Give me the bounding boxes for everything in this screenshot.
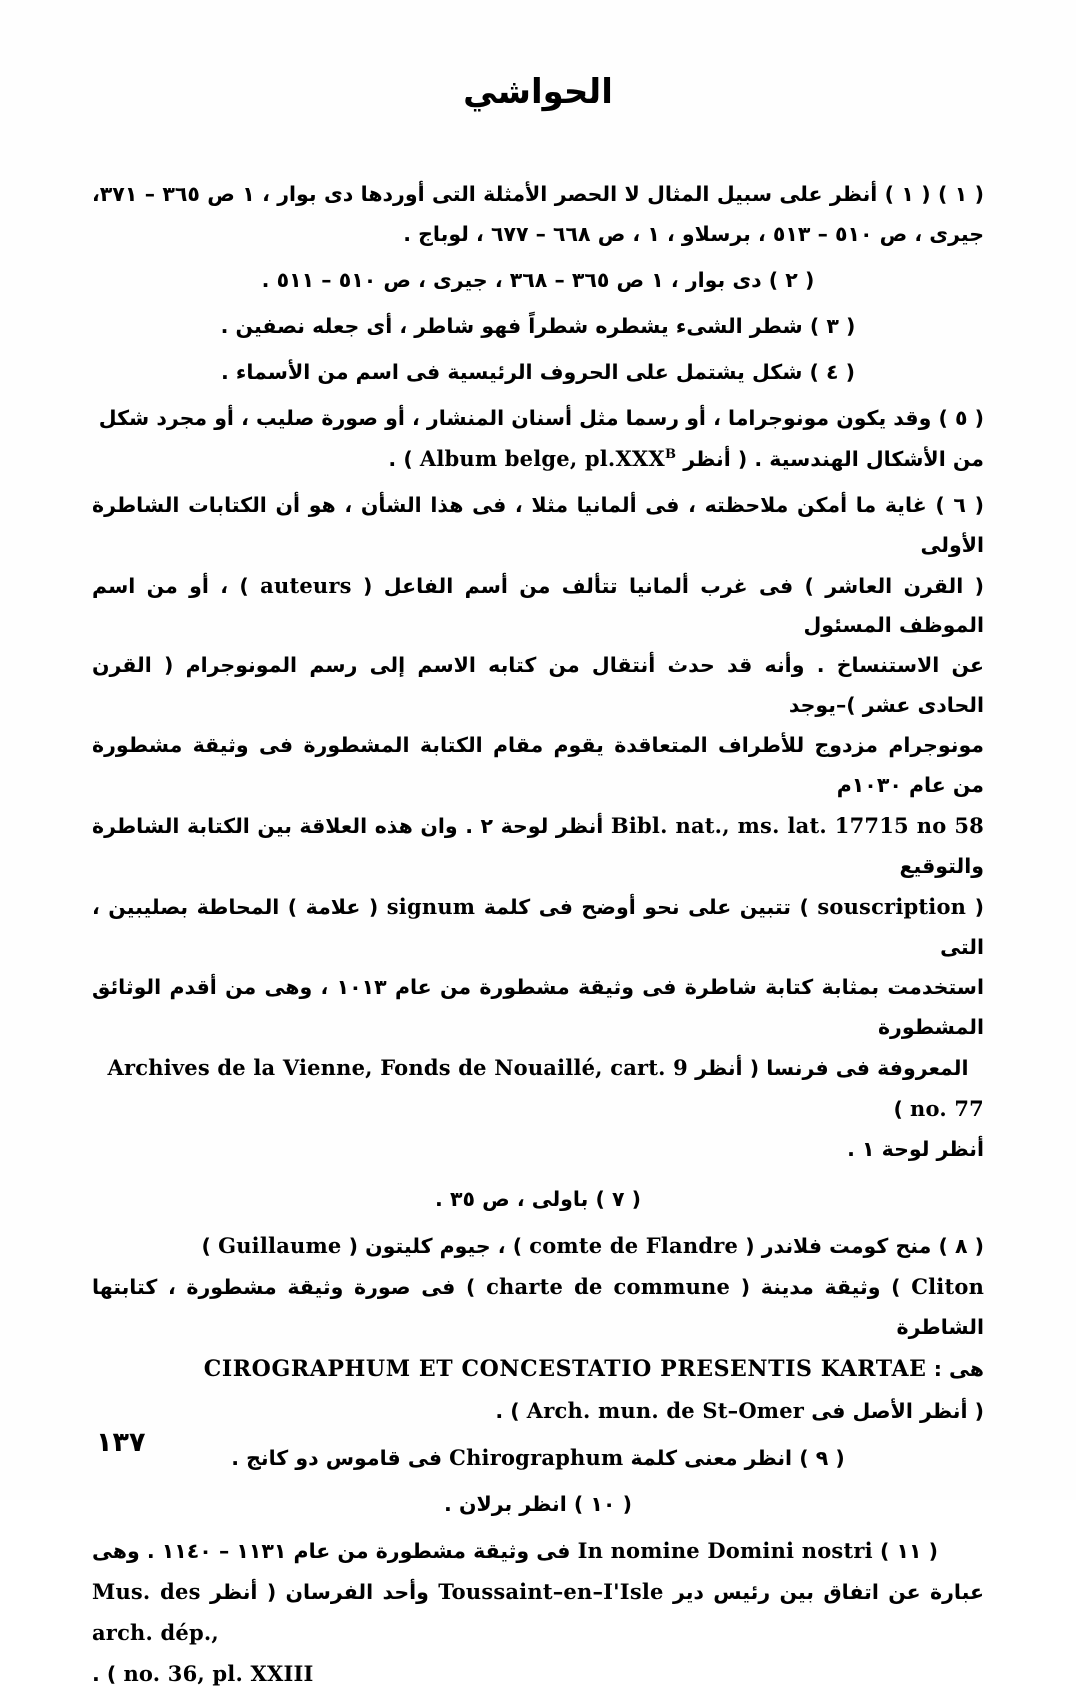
footnote-11-line-2 xyxy=(92,1572,984,1654)
footnote-item-3 xyxy=(92,307,984,347)
footnote-6-text-6a: ( xyxy=(974,895,985,920)
footnote-5-line-1 xyxy=(92,399,984,439)
footnote-marker-8: ( ٨ ) xyxy=(938,1234,984,1259)
footnote-text-3: ( ٣ ) شطر الشىء يشطره شطراً فهو شاطر ، أى جعله نصفين . xyxy=(220,313,856,338)
footnotes-list xyxy=(92,175,984,1695)
footnote-5-text-b: من الأشكال الهندسية . ( أنظر xyxy=(683,446,984,471)
footnote-item-6 xyxy=(92,486,984,1170)
footnote-8-line-1 xyxy=(92,1226,984,1267)
footnote-6-line-9: أنظر لوحة ١ . xyxy=(847,1137,984,1162)
footnote-5-citation-sup: B xyxy=(664,446,677,462)
footnote-marker-9: ( ٩ ) xyxy=(799,1445,845,1470)
footnote-11-citation-plate: no. 36, pl. XXIII xyxy=(123,1660,314,1686)
footnote-text-4: ( ٤ ) شكل يشتمل على الحروف الرئيسية فى اسم من الأسماء . xyxy=(220,359,856,384)
footnote-item-9 xyxy=(92,1438,984,1479)
footnote-8-term-comte-de-flandre: comte de Flandre xyxy=(529,1233,739,1259)
footnote-item-4 xyxy=(92,353,984,393)
footnote-item-10 xyxy=(92,1485,984,1525)
footnote-marker-11: ( ١١ ) xyxy=(879,1538,938,1563)
footnote-8-latin-formula: CIROGRAPHUM ET CONCESTATIO PRESENTIS KARTAE xyxy=(203,1355,927,1382)
footnote-8-text-4b: ) . xyxy=(495,1398,520,1423)
footnote-8-text-2b: ) فى صورة وثيقة مشطورة ، كتابتها الشاطرة xyxy=(92,1274,984,1339)
footnote-6-text-1: غاية ما أمكن ملاحظته ، فى ألمانيا مثلا ، فى هذا الشأن ، هو أن الكتابات الشاطرة الأولى xyxy=(92,492,984,557)
footnote-6-citation-bibl-nat: Bibl. nat., ms. lat. 17715 no 58 xyxy=(610,813,984,839)
footnote-8-text-1c: ) xyxy=(201,1234,211,1259)
footnote-6-text-2a: ( القرن العاشر ) فى غرب ألمانيا تتألف من أسم الفاعل ( xyxy=(363,573,985,598)
footnote-item-7 xyxy=(92,1180,984,1220)
footnote-item-2 xyxy=(92,261,984,301)
footnote-9-term-chirographum: Chirographum xyxy=(449,1444,624,1470)
footnote-6-text-6b: ) تتبين على نحو أوضح فى كلمة xyxy=(483,895,809,920)
footnote-11-text-2b: وأحد الفرسان ( أنظر xyxy=(210,1579,429,1604)
footnote-marker-6: ( ٦ ) xyxy=(935,492,984,517)
footnote-item-1 xyxy=(92,175,984,255)
footnote-9-text-a: انظر معنى كلمة xyxy=(630,1445,793,1470)
page-number: ١٣٧ xyxy=(96,1427,146,1458)
footnote-8-citation-arch-mun: Arch. mun. de St–Omer xyxy=(526,1397,805,1423)
footnote-text-1: ( ١ ) أنظر على سبيل المثال لا الحصر الأمثلة التى أوردها دى بوار ، ١ ص ٣٦٥ – ٣٧١، جيرى ، ص ٥١٠ – ٥١٣ ، برسلاو ، ١ ، ص ٦٦٨ – ٦٧٧ ، لوباج . xyxy=(92,181,984,246)
footnote-5-citation-text: Album belge, pl.XXX xyxy=(419,445,665,471)
footnote-6-text-5b: أنظر لوحة ٢ . وان هذه العلاقة بين الكتابة الشاطرة والتوقيع xyxy=(92,814,984,879)
footnote-6-line-3: عن الاستنساخ . وأنه قد حدث أنتقال من كتابه الاسم إلى رسم المونوجرام ( القرن الحادى عشر )–يوجد xyxy=(92,653,984,718)
footnote-6-term-souscription: souscription xyxy=(817,894,967,920)
footnote-9-text-b: فى قاموس دو كانج . xyxy=(231,1445,443,1470)
footnote-6-line-5 xyxy=(92,806,984,887)
footnote-6-line-7: استخدمت بمثابة كتابة شاطرة فى وثيقة مشطورة من عام ١٠١٣ ، وهى من أقدم الوثائق المشطورة xyxy=(92,975,984,1040)
footnote-11-place-toussaint: Toussaint–en–I'Isle xyxy=(438,1578,664,1604)
footnote-6-line-1 xyxy=(92,486,984,566)
footnote-11-text-3b: ) . xyxy=(92,1661,117,1686)
footnote-8-text-2a: ) وثيقة مدينة ( xyxy=(740,1274,901,1299)
footnote-5-text-a: وقد يكون مونوجراما ، أو رسما مثل أسنان المنشار ، أو صورة صليب ، أو مجرد شكل xyxy=(98,405,932,430)
footnote-6-line-2 xyxy=(92,566,984,647)
footnote-item-8 xyxy=(92,1226,984,1432)
footnote-6-text-6c: ( علامة ) المحاطة بصليبين ، التى xyxy=(92,895,984,960)
footnote-8-name-cliton: Cliton xyxy=(911,1273,985,1299)
footnote-8-line-4 xyxy=(92,1391,984,1432)
footnote-8-text-4a: ( أنظر الأصل فى xyxy=(811,1398,984,1423)
footnote-8-line-3 xyxy=(92,1348,984,1391)
footnote-5-text-c: ) . xyxy=(388,446,413,471)
footnote-5-citation xyxy=(420,446,676,471)
footnote-6-line-4: مونوجرام مزدوج للأطراف المتعاقدة يقوم مقام الكتابة المشطورة فى وثيقة مشطورة من عام ١٠٣٠م xyxy=(92,733,984,798)
footnote-11-line-1 xyxy=(92,1531,984,1572)
footnote-marker-5: ( ٥ ) xyxy=(938,405,984,430)
footnote-5-line-2 xyxy=(92,439,984,480)
footnote-item-5 xyxy=(92,399,984,480)
footnote-8-text-3a: هى : xyxy=(933,1356,984,1381)
footnote-11-text-1a: فى وثيقة مشطورة من عام ١١٣١ – ١١٤٠ . وهى xyxy=(92,1538,571,1563)
footnote-8-term-charte-de-commune: charte de commune xyxy=(486,1273,731,1299)
footnote-11-incipit: In nomine Domini nostri xyxy=(577,1537,873,1563)
footnote-text-2: ( ٢ ) دى بوار ، ١ ص ٣٦٥ – ٣٦٨ ، جيرى ، ص ٥١٠ – ٥١١ . xyxy=(261,267,815,292)
footnote-6-text-2b: ) ، أو من اسم الموظف المسئول xyxy=(92,573,984,638)
footnote-6-text-8b: ) xyxy=(893,1097,903,1122)
footnote-6-text-8a: المعروفة فى فرنسا ( أنظر xyxy=(695,1056,969,1081)
footnote-11-text-2a: عبارة عن اتفاق بين رئيس دير xyxy=(672,1579,984,1604)
footnote-6-line-8 xyxy=(92,1048,984,1130)
footnote-11-citation-mus-arch: Mus. des arch. dép., xyxy=(92,1578,219,1645)
footnote-text-7: ( ٧ ) باولى ، ص ٣٥ . xyxy=(435,1187,641,1212)
footnote-8-name-guillaume: Guillaume xyxy=(218,1233,342,1259)
footnote-6-term-signum: signum xyxy=(386,894,476,920)
footnote-item-11 xyxy=(92,1531,984,1695)
page-title: الحواشي xyxy=(463,72,613,112)
footnote-6-line-6 xyxy=(92,887,984,968)
footnote-6-citation-archives-vienne: Archives de la Vienne, Fonds de Nouaillé, cart. 9 no. 77 xyxy=(107,1055,984,1122)
footnote-6-term-auteurs: auteurs xyxy=(260,572,352,598)
footnote-8-text-1b: ) ، جيوم كليتون ( xyxy=(348,1234,523,1259)
footnote-11-line-3 xyxy=(92,1654,984,1695)
footnote-text-10: ( ١٠ ) انظر برلان . xyxy=(444,1491,632,1516)
footnote-8-line-2 xyxy=(92,1267,984,1348)
footnote-marker-1: ( ١ ) xyxy=(938,181,984,206)
footnote-8-text-1a: منح كومت فلاندر ( xyxy=(745,1234,932,1259)
